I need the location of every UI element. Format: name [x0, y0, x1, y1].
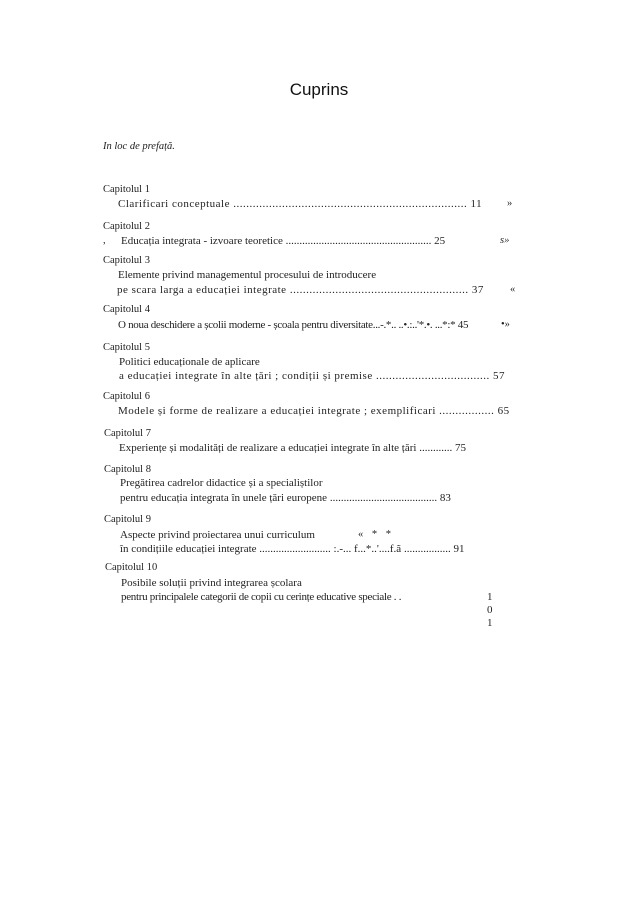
chapter-label: Capitolul 5: [103, 342, 150, 353]
chapter-title-line: pentru principalele categorii de copii cu cerințe educative speciale . .: [121, 591, 402, 603]
chapter-title-line: pentru educația integrata în unele țări europene ....................................... 83: [120, 492, 451, 504]
chapter-title-line: pe scara larga a educației integrate ....................................................... 37: [117, 284, 484, 296]
chapter-label: Capitolul 6: [103, 391, 150, 402]
page-number-digit: 1: [487, 591, 493, 603]
chapter-title-line: în condițiile educației integrate .......................... :.-... f...*..'....f.ã ................. 91: [120, 543, 465, 555]
chapter-label: Capitolul 7: [104, 428, 151, 439]
chapter-title-line: Educația integrata - izvoare teoretice ..................................................... 25: [121, 235, 446, 247]
chapter-title-line: O noua deschidere a școlii moderne - școala pentru diversitate...-.*.. ..•.:..'*.•. ...*:* 45: [118, 319, 469, 331]
chapter-label: Capitolul 2: [103, 221, 150, 232]
chapter-label: Capitolul 8: [104, 464, 151, 475]
preface-entry: In loc de prefață.: [103, 141, 175, 152]
chapter-label: Capitolul 3: [103, 255, 150, 266]
chapter-label: Capitolul 4: [103, 304, 150, 315]
stray-mark: «: [510, 284, 516, 295]
chapter-label: Capitolul 10: [105, 562, 158, 573]
chapter-title-line: Aspecte privind proiectarea unui curriculum: [120, 529, 315, 541]
stray-mark: •»: [501, 319, 510, 330]
chapter-label: Capitolul 9: [104, 514, 151, 525]
chapter-title-line: Modele și forme de realizare a educației integrate ; exemplificari ................. 65: [118, 405, 510, 417]
chapter-title-line: Elemente privind managementul procesului de introducere: [118, 269, 377, 281]
page-title: Cuprins: [289, 80, 349, 99]
chapter-title-line: Pregătirea cadrelor didactice și a specialiștilor: [120, 477, 323, 489]
stray-mark: »: [507, 198, 513, 209]
chapter-title-line: Posibile soluții privind integrarea școlara: [121, 577, 302, 589]
page-number-digit: 0: [487, 604, 493, 616]
page-number-digit: 1: [487, 617, 493, 629]
stray-mark: « * *: [358, 529, 394, 540]
stray-prefix: ,: [103, 235, 106, 246]
chapter-label: Capitolul 1: [103, 184, 150, 195]
chapter-title-line: Clarificari conceptuale ........................................................................ 11: [118, 198, 483, 210]
chapter-title-line: Experiențe și modalități de realizare a educației integrate în alte țări ............ 75: [119, 442, 466, 454]
chapter-title-line: a educației integrate în alte țări ; condiții și premise ................................... 57: [119, 370, 505, 382]
chapter-title-line: Politici educaționale de aplicare: [119, 356, 260, 368]
stray-mark: s»: [500, 235, 510, 246]
